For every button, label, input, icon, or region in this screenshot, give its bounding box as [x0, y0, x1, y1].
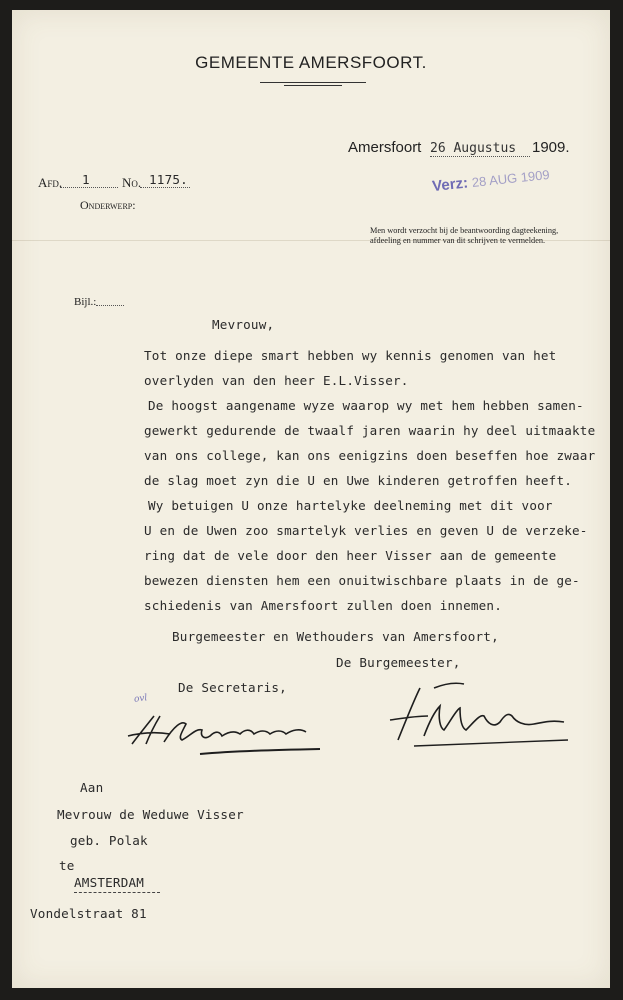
number-dotted-line: [140, 187, 190, 188]
city-underline: [74, 892, 160, 893]
secretary-signature-image: [124, 706, 324, 756]
body-line: De hoogst aangename wyze waarop wy met hem hebben samen-: [148, 398, 584, 413]
body-line: ring dat de vele door den heer Visser aan de gemeente: [144, 548, 557, 563]
mayor-signature-image: [384, 670, 574, 750]
pencil-annotation: ovl: [133, 693, 149, 705]
title-rule: [260, 82, 366, 83]
number-label: No.: [122, 175, 142, 190]
address-street: Vondelstraat 81: [30, 906, 147, 921]
address-city: AMSTERDAM: [74, 875, 145, 890]
body-line: overlyden van den heer E.L.Visser.: [144, 373, 409, 388]
letter-date: 26 Augustus: [430, 141, 517, 156]
mayor-label: De Burgemeester,: [336, 655, 461, 670]
letter-sheet: [12, 10, 610, 988]
body-line: Tot onze diepe smart hebben wy kennis genomen van het: [144, 348, 557, 363]
body-line: Wy betuigen U onze hartelyke deelneming met dit voor: [148, 498, 553, 513]
reply-instruction-note: Men wordt verzocht bij de beantwoording dagteekening, afdeeling en nummer van dit schrijven te vermelden.: [370, 226, 559, 245]
attachment-dotted-line: [96, 305, 124, 306]
afdeling-value: 1: [82, 172, 90, 187]
body-line: gewerkt gedurende de twaalf jaren waarin hy deel uitmaakte: [144, 423, 596, 438]
place-label: Amersfoort: [348, 139, 422, 156]
body-line: schiedenis van Amersfoort zullen doen innemen.: [144, 598, 502, 613]
address-name: Mevrouw de Weduwe Visser: [57, 807, 244, 822]
body-line: de slag moet zyn die U en Uwe kinderen getroffen heeft.: [144, 473, 573, 488]
salutation: Mevrouw,: [212, 317, 275, 332]
address-te: te: [59, 858, 75, 873]
date-dotted-line: [430, 156, 530, 157]
afdeling-label: Afd.: [38, 175, 63, 190]
authority-line: Burgemeester en Wethouders van Amersfoort,: [172, 629, 499, 644]
secretary-label: De Secretaris,: [178, 680, 287, 695]
address-maiden-name: geb. Polak: [70, 833, 148, 848]
afdeling-dotted-line: [60, 187, 118, 188]
received-stamp: [431, 166, 550, 195]
attachment-label: Bijl.:: [74, 296, 97, 308]
body-line: van ons college, kan ons eenigzins doen beseffen hoe zwaar: [144, 448, 596, 463]
stamp-date: 28 AUG 1909: [471, 166, 551, 190]
letterhead-title: GEMEENTE AMERSFOORT.: [195, 53, 427, 72]
body-line: bewezen diensten hem een onuitwischbare plaats in de ge-: [144, 573, 580, 588]
body-line: U en de Uwen zoo smartelyk verlies en geven U de verzeke-: [144, 523, 588, 538]
stamp-label: Verz:: [431, 174, 469, 196]
letter-year: 1909.: [532, 139, 570, 156]
address-to: Aan: [80, 780, 104, 795]
title-rule-short: [284, 85, 342, 86]
subject-label: Onderwerp:: [80, 198, 136, 212]
number-value: 1175.: [149, 172, 188, 187]
